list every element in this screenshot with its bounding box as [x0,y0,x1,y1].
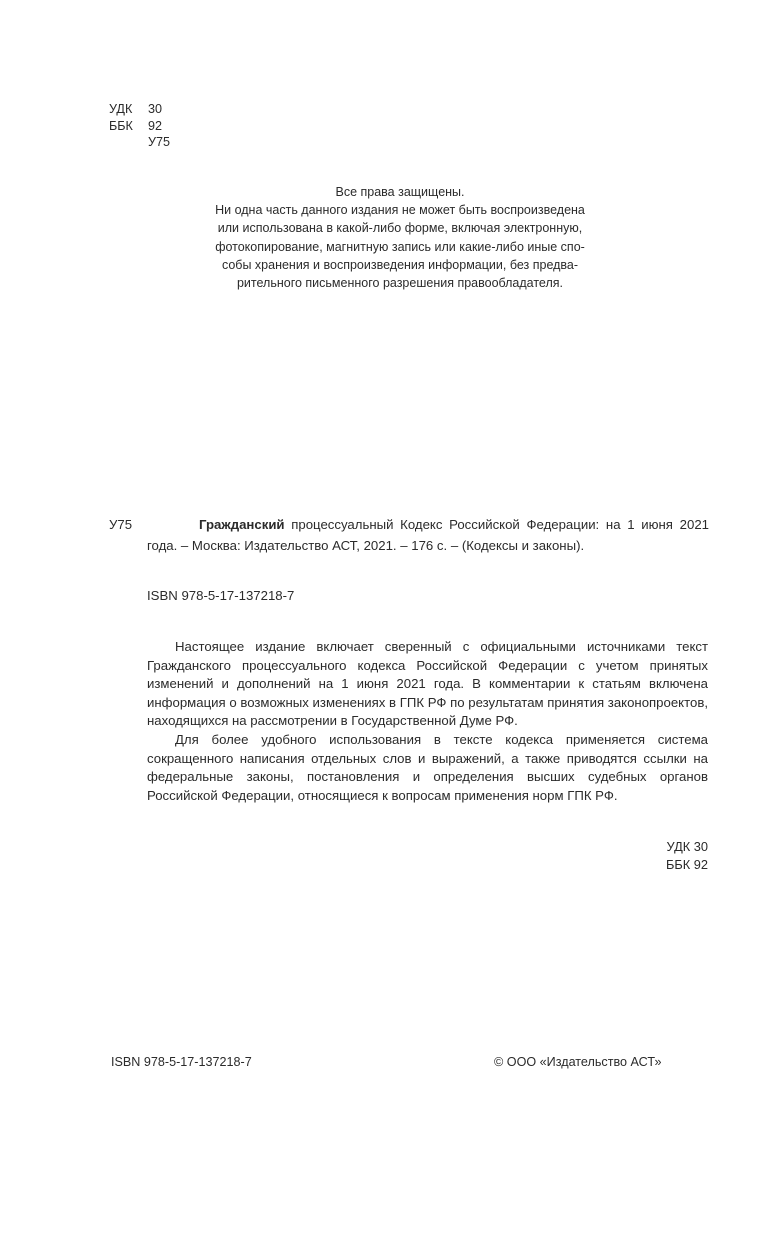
rights-notice-line: фотокопирование, магнитную запись или какие-либо иные спо- [215,239,585,254]
isbn-body: ISBN 978-5-17-137218-7 [147,588,295,603]
rights-notice [204,183,596,292]
rights-notice-line: Ни одна часть данного издания не может быть воспроизведена [215,203,585,218]
classification-row-bbk [109,118,170,135]
classification-row-sigil [109,134,170,151]
annotation-block [147,638,708,805]
classification-key-udk: УДК [109,102,133,116]
classification-row-udk [109,101,170,118]
footer-isbn: ISBN 978-5-17-137218-7 [111,1055,252,1069]
classification-value-sigil: У75 [148,135,171,149]
rights-notice-line: Все права защищены. [335,185,465,199]
rights-notice-line: собы хранения и воспроизведения информации, без предва- [221,257,579,272]
annotation-paragraph: Для более удобного использования в тексте кодекса применяется система сокращенного написания отдельных слов и выражений, а также приводятся ссылки на федеральные законы, постановления и определения высших судебных органов Российской Федерации, относящиеся к вопросам применения норм ГПК РФ. [147,731,708,803]
biblio-sigil: У75 [109,517,133,532]
classification-right-udk: УДК 30 [666,839,708,854]
classification-right-bbk: ББК 92 [665,856,708,872]
classification-value-bbk: 92 [148,118,163,133]
rights-notice-line: рительного письменного разрешения правообладателя. [236,276,563,291]
biblio-description [109,515,709,556]
classification-block-right [408,838,708,873]
biblio-description-rest: процессуальный Кодекс Российской Федерации: на 1 июня 2021 года. – Москва: Издательство АСТ, 2021. – 176 с. – (Кодексы и законы). [147,517,709,553]
classification-value-udk: 30 [148,102,163,116]
footer-copyright: © ООО «Издательство АСТ» [494,1055,662,1069]
rights-notice-line: или использована в какой-либо форме, включая электронную, [217,221,583,236]
biblio-title-bold: Гражданский [199,517,285,532]
bibliographic-record [109,515,709,556]
classification-block-top [109,101,170,151]
annotation-paragraph: Настоящее издание включает сверенный с официальными источниками текст Гражданского процессуального кодекса Российской Федерации с учетом принятых изменений и дополнений на 1 июня 2021 года. В комментарии к статьям включена информация о возможных изменениях в ГПК РФ по результатам принятия законопроектов, находящихся на рассмотрении в Государственной Думе РФ. [147,639,708,729]
classification-key-bbk: ББК [109,118,133,133]
